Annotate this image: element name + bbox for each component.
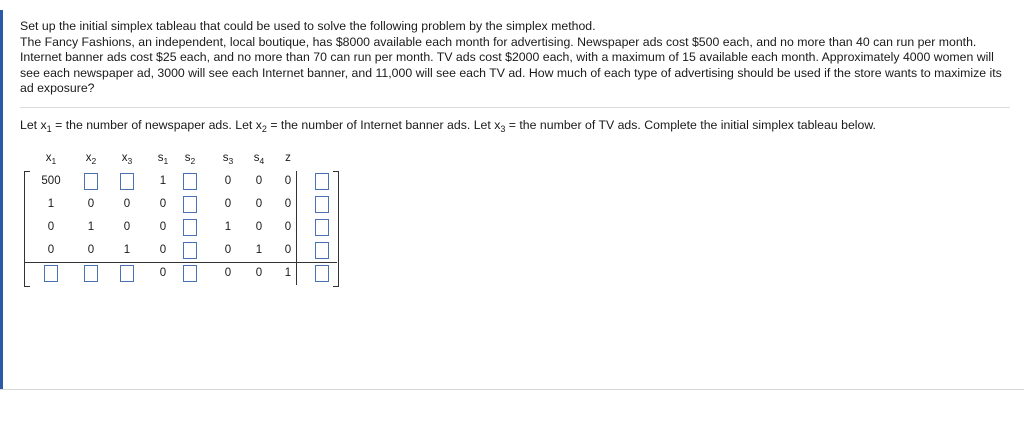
variable-definitions	[20, 117, 876, 133]
tableau-value-r1-c7: 0	[255, 175, 263, 187]
column-header-subscript: 1	[51, 156, 57, 166]
column-header-base: s	[253, 152, 260, 164]
column-header-s1	[148, 152, 178, 164]
tableau-value-r2-c8: 0	[284, 198, 292, 210]
instruction-text-4: = the number of TV ads. Complete the initial simplex tableau below.	[505, 118, 876, 132]
instruction-sub-2: 2	[261, 124, 267, 134]
tableau-value-r2-c3: 0	[123, 198, 131, 210]
tableau-entry-input-r5-c9[interactable]	[315, 265, 329, 282]
panel-bottom-border	[0, 389, 1024, 390]
tableau-value-r1-c6: 0	[224, 175, 232, 187]
tableau-entry-input-r1-c3[interactable]	[120, 173, 134, 190]
column-header-subscript: 4	[259, 156, 265, 166]
tableau-entry-input-r4-c9[interactable]	[315, 242, 329, 259]
column-header-z	[273, 152, 303, 164]
section-divider	[20, 107, 1010, 108]
tableau-entry-input-r1-c9[interactable]	[315, 173, 329, 190]
tableau-value-r4-c6: 0	[224, 244, 232, 256]
tableau-value-r5-c8: 1	[284, 267, 292, 279]
tableau-entry-input-r5-c5[interactable]	[183, 265, 197, 282]
tableau-entry-input-r5-c3[interactable]	[120, 265, 134, 282]
column-header-subscript: 3	[228, 156, 234, 166]
tableau-entry-input-r5-c2[interactable]	[84, 265, 98, 282]
column-header-base: z	[285, 152, 291, 164]
tableau-value-r5-c4: 0	[159, 267, 167, 279]
tableau-entry-input-r1-c5[interactable]	[183, 173, 197, 190]
instruction-text-1: Let x	[20, 118, 47, 132]
column-header-s3	[213, 152, 243, 164]
column-header-base: x	[85, 152, 92, 164]
tableau-value-r3-c3: 0	[123, 221, 131, 233]
tableau-value-r5-c7: 0	[255, 267, 263, 279]
tableau-value-r2-c1: 1	[47, 198, 55, 210]
column-header-base: s	[157, 152, 164, 164]
column-header-subscript: 2	[91, 156, 97, 166]
tableau-value-r1-c4: 1	[159, 175, 167, 187]
problem-scenario: The Fancy Fashions, an independent, local boutique, has $8000 available each month for advertising. Newspaper ads cost $500 each, and no more than 40 can run per month. Internet banner ads cost $25 each, and no more than 70 can run per month. TV ads cost $2000 each, with a maximum of 15 available each month. Approximately 4000 women will see each newspaper ad, 3000 will see each Internet banner, and 11,000 will see each TV ad. How much of each type of advertising should be used if the store wants to maximize its ad exposure?	[20, 34, 1002, 96]
column-header-base: s	[222, 152, 229, 164]
tableau-value-r3-c7: 0	[255, 221, 263, 233]
tableau-value-r4-c8: 0	[284, 244, 292, 256]
tableau-value-r1-c8: 0	[284, 175, 292, 187]
column-header-base: s	[184, 152, 191, 164]
tableau-value-r3-c6: 1	[224, 221, 232, 233]
tableau-value-r4-c1: 0	[47, 244, 55, 256]
column-header-subscript: 2	[190, 156, 196, 166]
instruction-sub-3: 3	[500, 124, 506, 134]
tableau-value-r4-c7: 1	[255, 244, 263, 256]
tableau-value-r2-c7: 0	[255, 198, 263, 210]
column-header-x2	[76, 152, 106, 164]
tableau-value-r2-c6: 0	[224, 198, 232, 210]
tableau-entry-input-r5-c1[interactable]	[44, 265, 58, 282]
tableau-value-r3-c1: 0	[47, 221, 55, 233]
column-header-x1	[36, 152, 66, 164]
tableau-value-r2-c4: 0	[159, 198, 167, 210]
tableau-value-r3-c2: 1	[87, 221, 95, 233]
instruction-sub-1: 1	[46, 124, 52, 134]
column-header-base: x	[121, 152, 128, 164]
tableau-value-r3-c4: 0	[159, 221, 167, 233]
tableau-value-r4-c3: 1	[123, 244, 131, 256]
tableau-entry-input-r1-c2[interactable]	[84, 173, 98, 190]
column-header-x3	[112, 152, 142, 164]
tableau-value-r4-c4: 0	[159, 244, 167, 256]
column-header-subscript: 3	[127, 156, 133, 166]
problem-statement	[20, 19, 1010, 97]
matrix-right-bracket	[333, 171, 339, 287]
tableau-value-r3-c8: 0	[284, 221, 292, 233]
column-header-subscript: 1	[163, 156, 169, 166]
tableau-entry-input-r4-c5[interactable]	[183, 242, 197, 259]
tableau-objective-rule	[25, 262, 337, 263]
tableau-entry-input-r3-c5[interactable]	[183, 219, 197, 236]
column-header-s2	[175, 152, 205, 164]
instruction-text-3: = the number of Internet banner ads. Let x	[266, 118, 501, 132]
matrix-left-bracket	[24, 171, 30, 287]
problem-directions: Set up the initial simplex tableau that could be used to solve the following problem by the simplex method.	[20, 19, 596, 33]
tableau-value-r5-c6: 0	[224, 267, 232, 279]
tableau-value-r4-c2: 0	[87, 244, 95, 256]
column-header-s4	[244, 152, 274, 164]
column-header-base: x	[45, 152, 52, 164]
tableau-entry-input-r2-c5[interactable]	[183, 196, 197, 213]
tableau-value-r1-c1: 500	[41, 175, 61, 187]
tableau-entry-input-r3-c9[interactable]	[315, 219, 329, 236]
tableau-value-r2-c2: 0	[87, 198, 95, 210]
instruction-text-2: = the number of newspaper ads. Let x	[51, 118, 262, 132]
left-accent-bar	[0, 10, 3, 390]
tableau-entry-input-r2-c9[interactable]	[315, 196, 329, 213]
